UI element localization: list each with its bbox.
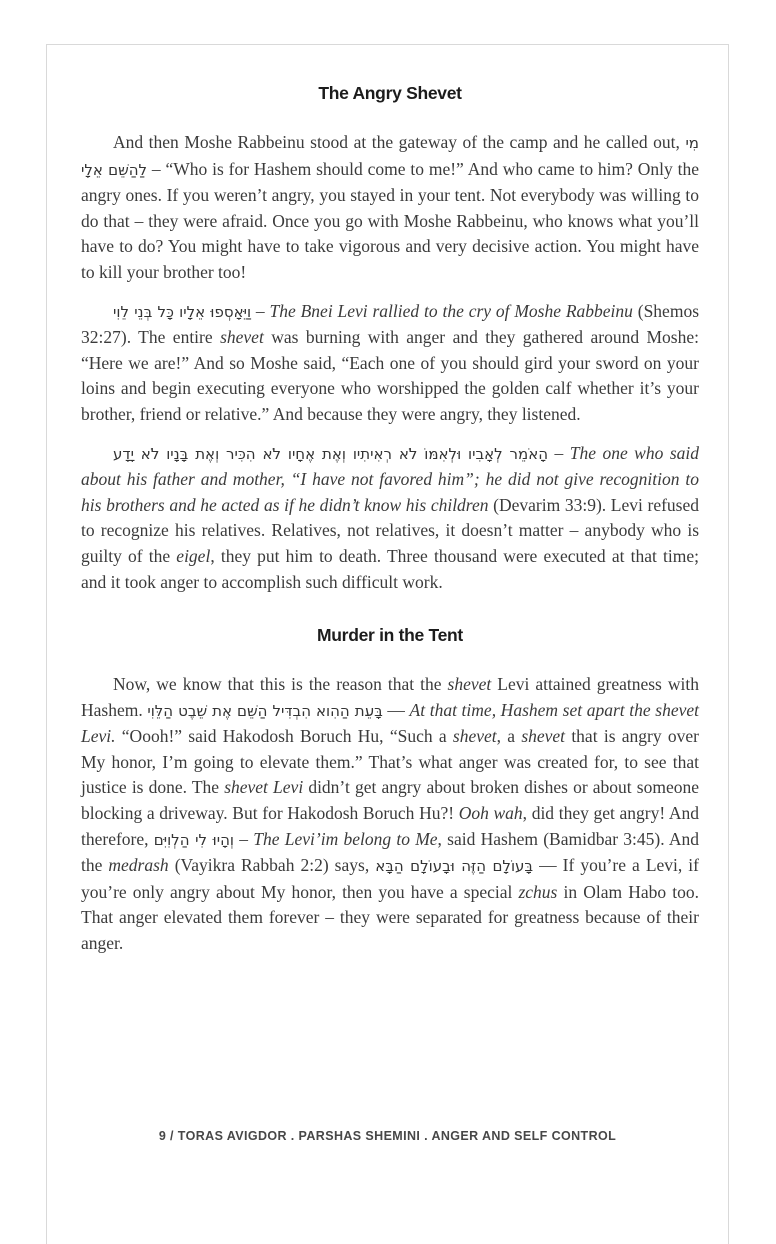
hebrew-text: בָּעוֹלָם הַזֶּה וּבָעוֹלָם הַבָּא bbox=[375, 857, 534, 876]
text-run: in Olam Habo too. That anger elevated them forever – they were separated for greatness because of their anger. bbox=[81, 881, 699, 954]
hebrew-text: בָּעֵת הַהִוא הִבְדִּיל הַשֵּׁם אֶת שֵׁבֶט הַלֵּוִי bbox=[147, 701, 383, 720]
text-run: Now, we know that this is the reason that the bbox=[113, 674, 448, 695]
text-run: – “Who is for Hashem should come to me!” And who came to him? Only the angry ones. If you weren’t angry, you stayed in your tent. Not everybody was willing to do that – they were afraid. Once you go with Moshe Rabbeinu, who knows what you’ll have to do? You might have to take vigorous and very decisive action. You might have to kill your brother too! bbox=[81, 158, 699, 282]
text-run: , said Hashem (Bamidbar 3:45). And the bbox=[81, 828, 700, 876]
text-run: Levi attained greatness with Hashem. bbox=[81, 674, 699, 720]
page-content bbox=[47, 45, 728, 957]
hebrew-text: וְהָיוּ לִי הַלְוִיִּם bbox=[153, 830, 234, 849]
text-run: that is angry over My honor, I’m going to elevate them.” That’s what anger was created for, to see that justice is done. The bbox=[81, 726, 699, 798]
document-sections bbox=[81, 83, 699, 957]
italic-text: The Bnei Levi rallied to the cry of Moshe Rabbeinu bbox=[269, 300, 633, 321]
italic-text: The Levi’im belong to Me bbox=[253, 828, 438, 849]
hebrew-text: וַיֵּאָסְפוּ אֵלָיו כָּל בְּנֵי לֵוִי bbox=[113, 302, 252, 321]
italic-text: shevet bbox=[447, 674, 492, 695]
text-run: – bbox=[234, 828, 254, 849]
paragraph bbox=[81, 130, 699, 286]
text-run: was burning with anger and they gathered around Moshe: “Here we are!” And so Moshe said, “Each one of you should gird your sword on your loins and begin executing everyone who worshipped the golden calf whether it’s your brother, friend or relative.” And because they were angry, they listened. bbox=[81, 327, 699, 424]
italic-text: shevet bbox=[521, 726, 566, 747]
text-run: “Oooh!” said Hakodosh Boruch Hu, “Such a bbox=[115, 726, 453, 747]
italic-text: shevet bbox=[220, 327, 264, 348]
text-run: didn’t get angry about broken dishes or about someone blocking a driveway. But for Hakodosh Boruch Hu?! bbox=[81, 777, 700, 824]
paragraph bbox=[81, 299, 699, 428]
italic-text: shevet bbox=[452, 726, 497, 747]
text-run: – bbox=[548, 442, 570, 463]
italic-text: At that time, Hashem set apart the shevet Levi. bbox=[81, 699, 699, 747]
italic-text: eigel bbox=[176, 545, 211, 566]
text-run: — If you’re a Levi, if you’re only angry about My honor, then you have a special bbox=[81, 855, 699, 902]
section-title: The Angry Shevet bbox=[318, 83, 462, 103]
italic-text: The one who said about his father and mother, “I have not favored him”; he did not give recognition to his brothers and he acted as if he didn’t know his children bbox=[81, 442, 699, 515]
text-run: (Vayikra Rabbah 2:2) says, bbox=[168, 855, 376, 876]
book-page bbox=[46, 44, 729, 1244]
hebrew-text: מִי לַהַשֵּׁם אֵלָי bbox=[81, 134, 699, 179]
section-title: Murder in the Tent bbox=[317, 625, 463, 646]
page-footer: 9 / TORAS AVIGDOR . PARSHAS SHEMINI . ANGER AND SELF CONTROL bbox=[158, 1129, 617, 1143]
text-run: , they put him to death. Three thousand were executed at that time; and it took anger to accomplish such difficult work. bbox=[81, 545, 699, 592]
italic-text: Ooh wah bbox=[458, 803, 523, 824]
text-run: , a bbox=[496, 726, 522, 747]
text-run: (Shemos 32:27). The entire bbox=[81, 300, 700, 348]
text-run: – bbox=[251, 300, 270, 321]
text-run: (Devarim 33:9). Levi refused to recognize his relatives. Relatives, not relatives, it doesn’t matter – anybody who is guilty of the bbox=[81, 494, 699, 566]
paragraph bbox=[81, 441, 699, 596]
text-run: And then Moshe Rabbeinu stood at the gateway of the camp and he called out, bbox=[113, 132, 686, 152]
text-run: , did they get angry! And therefore, bbox=[81, 803, 700, 849]
text-run: — bbox=[382, 699, 410, 720]
italic-text: zchus bbox=[518, 881, 558, 902]
paragraph bbox=[81, 672, 699, 957]
hebrew-text: הָאֹמֵר לְאָבִיו וּלְאִמּוֹ לֹא רְאִיתִיו וְאֶת אֶחָיו לֹא הִכִּיר וְאֶת בָּנָיו לֹא יָדָע bbox=[113, 444, 549, 463]
italic-text: shevet Levi bbox=[224, 777, 304, 798]
italic-text: medrash bbox=[108, 855, 169, 876]
